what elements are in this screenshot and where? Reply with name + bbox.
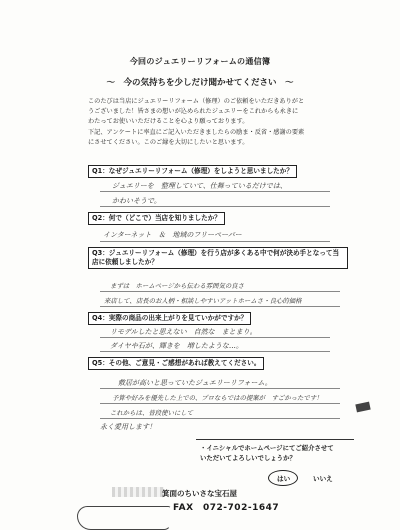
question-3-label: Q3：ジュエリーリフォーム（修理）を行う店が多くある中で何が決め手となって当店に依頼しましたか？ <box>88 247 348 269</box>
ink-mark <box>355 402 370 413</box>
answer-rule <box>100 351 330 352</box>
page-subtitle: ～ 今の気持ちを少しだけ聞かせてください ～ <box>106 78 294 88</box>
answer-rule <box>100 206 330 207</box>
answer-rule <box>100 191 330 192</box>
question-1-label: Q1：なぜジュエリーリフォーム（修理）をしようと思いましたか？ <box>88 165 297 178</box>
question-4-label: Q4：実際の商品の出来上がりを見ていかがですか？ <box>88 312 251 325</box>
consent-question <box>200 443 334 463</box>
answer-rule <box>100 291 340 292</box>
consent-line: いただいてよろしいでしょうか？ <box>200 454 296 462</box>
shop-name: 箕面のちいさな宝石屋 <box>162 489 237 498</box>
answer-rule <box>100 418 340 419</box>
answer-5-line: 敷居が高いと思っていたジュエリーリフォーム。 <box>118 379 272 387</box>
answer-1-line: かわいそうで。 <box>112 197 161 205</box>
answer-5-line: 予算や好みを優先した上での、プロならではの提案が すごかったです！ <box>112 394 323 402</box>
question-5-label: Q5：その他、ご意見・ご感想があれば教えてください。 <box>88 357 264 370</box>
intro-line: 下記、アンケートに率直にご記入いただきましたらの励ま・反省・感謝の要素 <box>88 128 305 136</box>
page-title: 今回のジュエリーリフォームの通信簿 <box>129 57 271 66</box>
intro-line: にさせてください。このご縁を大切にしたいと思います。 <box>88 138 249 146</box>
signature-scribble <box>77 506 171 530</box>
consent-line: ・イニシャルでホームページにてご紹介させて <box>200 444 334 452</box>
answer-5-line: これからは、普段使いにして <box>110 409 194 417</box>
intro-line: このたびは当店にジュエリーリフォーム（修理）のご依頼をいただきありがと <box>88 98 305 105</box>
intro-line: うございました！皆さまの想いが込められたジュエリーをこれからも永きに <box>88 108 299 116</box>
answer-4-line: リモデルしたと思えない 自然な まとまり。 <box>110 328 257 336</box>
answer-rule <box>100 306 340 307</box>
intro-line: わたってお使いいただけることを心より願っております。 <box>88 118 249 126</box>
consent-yes-option[interactable]: はい <box>277 475 291 483</box>
consent-no-option[interactable]: いいえ <box>313 475 333 483</box>
answer-4-line: ダイヤや石が、輝きを 増したような…。 <box>110 342 243 350</box>
consent-divider <box>196 439 354 440</box>
answer-rule <box>100 241 330 242</box>
redacted-name <box>112 487 164 497</box>
answer-rule <box>100 337 330 338</box>
answer-3-line: まずは ホームページから伝わる雰囲気の良さ <box>110 282 245 290</box>
question-2-label: Q2：何で（どこで）当店を知りましたか？ <box>88 212 225 225</box>
answer-rule <box>100 403 340 404</box>
intro-paragraph <box>88 97 346 148</box>
answer-rule <box>100 388 340 389</box>
answer-5-line: 永く愛用します！ <box>100 423 156 431</box>
answer-1-line: ジュエリーを 整理していて、仕舞っているだけでは、 <box>112 182 287 190</box>
fax-number: FAX 072-702-1647 <box>173 503 280 513</box>
answer-3-line: 来店して、店長のお人柄・相談しやすいアットホームさ・良心的価格 <box>104 297 302 305</box>
answer-2-line: インターネット ＆ 地域のフリーペーパー <box>103 231 242 239</box>
